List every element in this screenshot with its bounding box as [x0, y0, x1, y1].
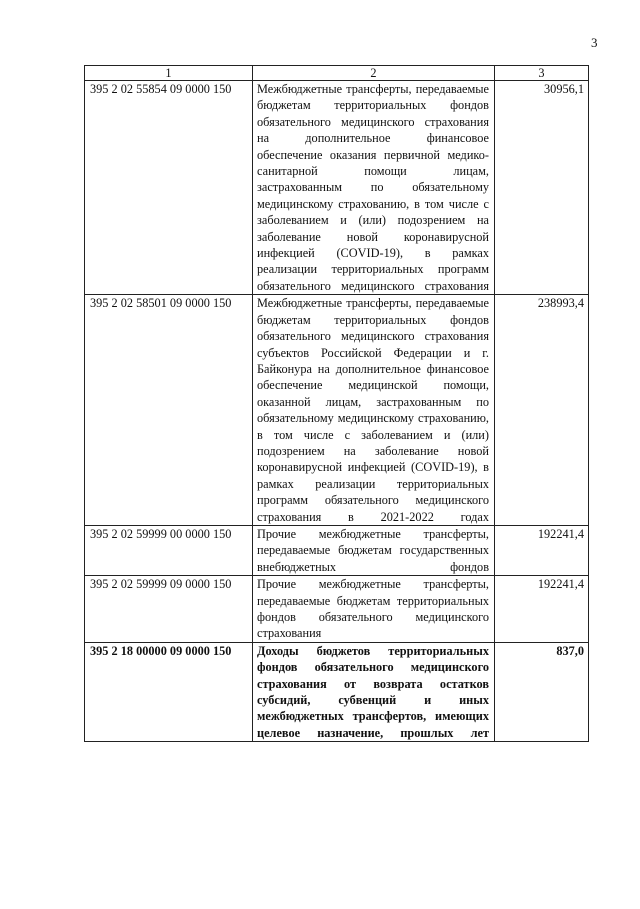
row-amount: 837,0 — [495, 642, 589, 741]
row-amount: 30956,1 — [495, 81, 589, 295]
table-row-total — [85, 642, 589, 741]
row-code: 395 2 02 59999 00 0000 150 — [85, 525, 253, 575]
row-code: 395 2 02 58501 09 0000 150 — [85, 295, 253, 526]
header-col-2: 2 — [253, 66, 495, 81]
table-header-row — [85, 66, 589, 81]
row-description: Доходы бюджетов территориальных фондов обязательного медицинского страхования от возврата остатков субсидий, субвенций и иных межбюджетных трансфертов, имеющих целевое назначение, прошлых лет — [253, 642, 495, 741]
row-code: 395 2 02 59999 09 0000 150 — [85, 576, 253, 643]
table-row — [85, 81, 589, 295]
row-amount: 192241,4 — [495, 525, 589, 575]
table-row — [85, 295, 589, 526]
row-code: 395 2 18 00000 09 0000 150 — [85, 642, 253, 741]
row-amount: 238993,4 — [495, 295, 589, 526]
header-col-1: 1 — [85, 66, 253, 81]
budget-table — [84, 65, 589, 742]
row-amount: 192241,4 — [495, 576, 589, 643]
page-number: 3 — [591, 35, 598, 50]
row-description: Прочие межбюджетные трансферты, передаваемые бюджетам территориальных фондов обязательного медицинского страхования — [253, 576, 495, 643]
row-description: Межбюджетные трансферты, передаваемые бюджетам территориальных фондов обязательного медицинского страхования на дополнительное финансовое обеспечение оказания первичной медико-санитарной помощи лицам, застрахованным по обязательному медицинскому страхованию, в том числе с заболеванием и (или) подозрением на заболевание новой коронавирусной инфекцией (COVID-19), в рамках реализации территориальных программ обязательного медицинского страхования — [253, 81, 495, 295]
row-description: Прочие межбюджетные трансферты, передаваемые бюджетам государственных внебюджетных фондов — [253, 525, 495, 575]
row-code: 395 2 02 55854 09 0000 150 — [85, 81, 253, 295]
table-row — [85, 576, 589, 643]
table-row — [85, 525, 589, 575]
row-description: Межбюджетные трансферты, передаваемые бюджетам территориальных фондов обязательного медицинского страхования субъектов Российской Федерации и г. Байконура на дополнительное финансовое обеспечение медицинской помощи, оказанной лицам, застрахованным по обязательному медицинскому страхованию, в том числе с заболеванием и (или) подозрением на заболевание новой коронавирусной инфекцией (COVID-19), в рамках реализации территориальных программ обязательного медицинского страхования в 2021-2022 годах — [253, 295, 495, 526]
header-col-3: 3 — [495, 66, 589, 81]
